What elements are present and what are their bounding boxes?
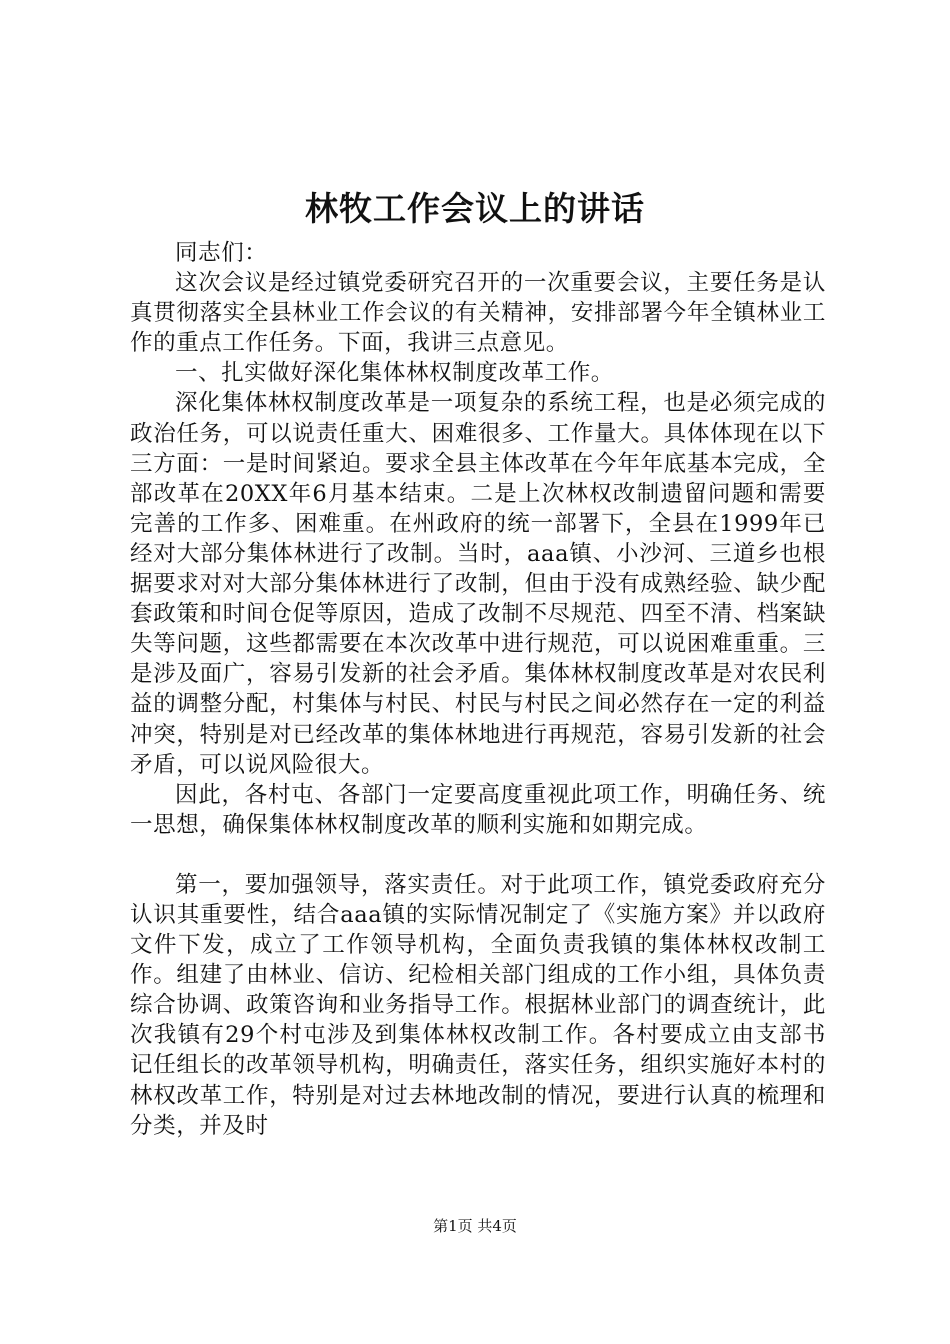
section-heading-1: 一、扎实做好深化集体林权制度改革工作。 (175, 360, 614, 387)
salutation: 同志们： (175, 240, 268, 266)
paragraph-intro: 这次会议是经过镇党委研究召开的一次重要会议，主要任务是认真贯彻落实全县林业工作会议的有关精神，安排部署今年全镇林业工作的重点工作任务。下面，我讲三点意见。 (130, 270, 826, 357)
document-title: 林牧工作会议上的讲话 (305, 189, 645, 228)
document-body (130, 238, 826, 1141)
paragraph-first-point: 第一，要加强领导，落实责任。对于此项工作，镇党委政府充分认识其重要性，结合aaa镇的实际情况制定了《实施方案》并以政府文件下发，成立了工作领导机构，全面负责我镇的集体林权改制工作。组建了由林业、信访、纪检相关部门组成的工作小组，具体负责综合协调、政策咨询和业务指导工作。根据林业部门的调查统计，此次我镇有29个村屯涉及到集体林权改制工作。各村要成立由支部书记任组长的改革领导机构，明确责任，落实任务，组织实施好本村的林权改革工作，特别是对过去林地改制的情况，要进行认真的梳理和分类，并及时 (130, 871, 826, 1139)
paragraph-therefore: 因此，各村屯、各部门一定要高度重视此项工作，明确任务、统一思想，确保集体林权制度改革的顺利实施和如期完成。 (130, 781, 826, 838)
page-footer: 第1页 共4页 (433, 1217, 517, 1235)
paragraph-reform: 深化集体林权制度改革是一项复杂的系统工程，也是必须完成的政治任务，可以说责任重大、困难很多、工作量大。具体体现在以下三方面：一是时间紧迫。要求全县主体改革在今年年底基本完成，全部改革在20XX年6月基本结束。二是上次林权改制遗留问题和需要完善的工作多、困难重。在州政府的统一部署下，全县在1999年已经对大部分集体林进行了改制。当时，aaa镇、小沙河、三道乡也根据要求对对大部分集体林进行了改制，但由于没有成熟经验、缺少配套政策和时间仓促等原因，造成了改制不尽规范、四至不清、档案缺失等问题，这些都需要在本次改革中进行规范，可以说困难重重。三是涉及面广，容易引发新的社会矛盾。集体林权制度改革是对农民利益的调整分配，村集体与村民、村民与村民之间必然存在一定的利益冲突，特别是对已经改革的集体林地进行再规范，容易引发新的社会矛盾，可以说风险很大。 (130, 390, 826, 778)
